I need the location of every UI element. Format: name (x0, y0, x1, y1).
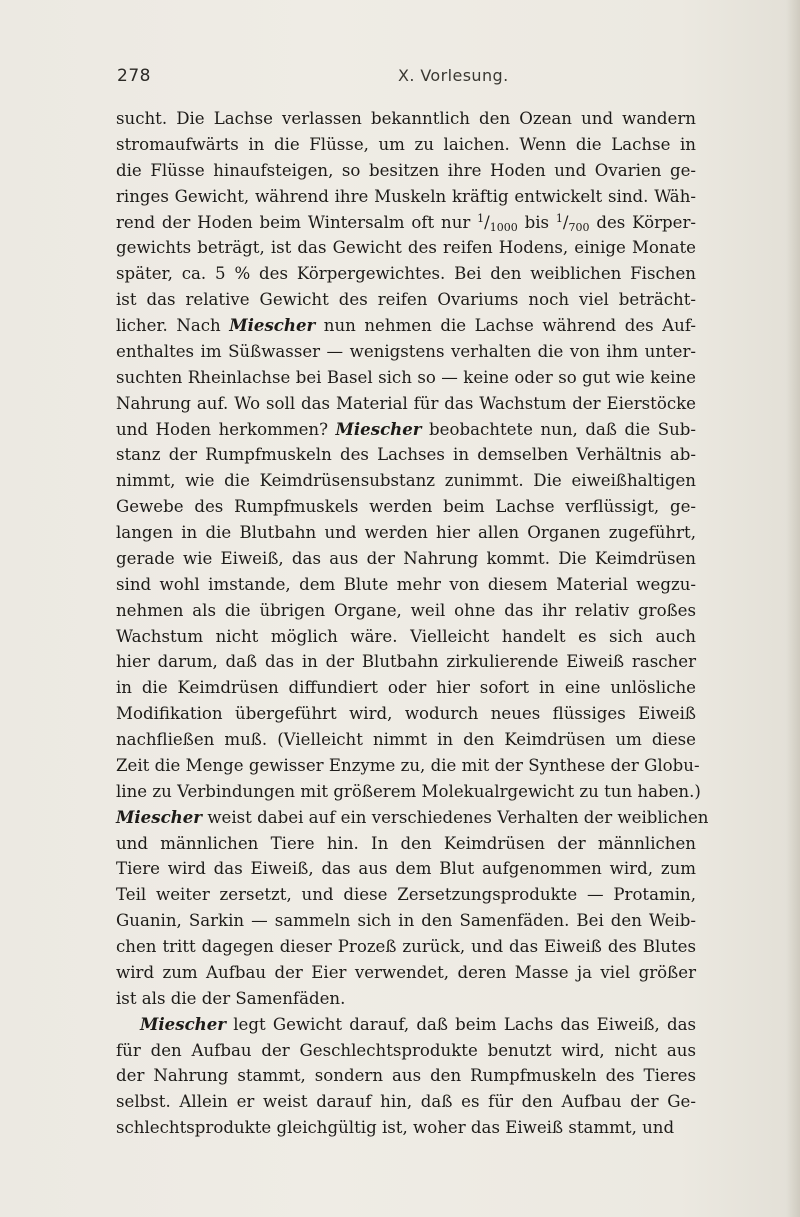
text-run: stromaufwärts in die Flüsse, um zu laichen. Wenn die Lachse in (116, 134, 696, 154)
text-line (116, 132, 696, 158)
text-run: / (562, 212, 569, 232)
fraction-denominator: 700 (568, 220, 590, 234)
text-run: der Nahrung stammt, sondern aus den Rumpfmuskeln des Tieres (116, 1066, 696, 1086)
text-line (116, 520, 696, 546)
text-run: Zeit die Menge gewisser Enzyme zu, die mit der Synthese der Globu- (116, 755, 700, 775)
text-run: gerade wie Eiweiß, das aus der Nahrung kommt. Die Keimdrüsen (116, 548, 696, 568)
text-line (116, 546, 696, 572)
text-line (116, 106, 696, 132)
text-line (116, 365, 696, 391)
text-run: für den Aufbau der Geschlechtsprodukte benutzt wird, nicht aus (116, 1040, 696, 1060)
text-run: Modifikation übergeführt wird, wodurch neues flüssiges Eiweiß (116, 704, 696, 724)
text-line (116, 210, 696, 236)
text-run: nimmt, wie die Keimdrüsensubstanz zunimmt. Die eiweißhaltigen (116, 471, 696, 491)
text-run: line zu Verbindungen mit größerem Molekualrgewicht zu tun haben.) (116, 781, 701, 801)
text-line (116, 779, 701, 805)
fraction-denominator: 1000 (489, 220, 518, 234)
text-line (116, 313, 696, 339)
text-run: bis (517, 212, 556, 232)
text-run: nun nehmen die Lachse während des Auf- (315, 316, 696, 335)
text-line (116, 831, 696, 857)
fraction-numerator: 1 (477, 211, 485, 225)
text-run: wird zum Aufbau der Eier verwendet, deren Masse ja viel größer (116, 962, 696, 982)
text-run: beobachtete nun, daß die Sub- (421, 419, 696, 439)
text-line (116, 261, 696, 287)
text-line (116, 960, 696, 986)
text-line (116, 934, 696, 960)
text-run: Guanin, Sarkin — sammeln sich in den Samenfäden. Bei den Weib- (116, 911, 696, 931)
text-line (116, 184, 696, 210)
page-header (0, 66, 800, 90)
fraction-numerator: 1 (555, 211, 563, 225)
text-line (116, 158, 696, 184)
author-name: Miescher (335, 418, 422, 439)
text-run: chen tritt dagegen dieser Prozeß zurück, und das Eiweiß des Blutes (116, 937, 696, 956)
text-line (116, 727, 696, 753)
text-run: Gewebe des Rumpfmuskels werden beim Lachse verflüssigt, ge- (116, 497, 696, 517)
text-line (116, 701, 696, 727)
text-run: sucht. Die Lachse verlassen bekanntlich den Ozean und wandern (116, 109, 696, 128)
text-run: ist als die der Samenfäden. (116, 988, 346, 1008)
text-run: und männlichen Tiere hin. In den Keimdrüsen der männlichen (116, 833, 696, 853)
text-line (116, 856, 696, 882)
text-run: hier darum, daß das in der Blutbahn zirkulierende Eiweiß rascher (116, 652, 696, 672)
text-run: stanz der Rumpfmuskeln des Lachses in demselben Verhältnis ab- (116, 445, 696, 465)
text-line (116, 287, 696, 313)
text-line (116, 649, 696, 675)
text-line (116, 339, 696, 365)
text-line (116, 598, 696, 624)
text-run: die Flüsse hinaufsteigen, so besitzen ihre Hoden und Ovarien ge- (116, 160, 696, 180)
text-run: langen in die Blutbahn und werden hier allen Organen zugeführt, (116, 523, 696, 542)
text-line (116, 494, 696, 520)
author-name: Miescher (116, 806, 203, 827)
text-line (116, 624, 696, 650)
page-number: 278 (117, 66, 151, 86)
text-line (116, 391, 696, 417)
author-name: Miescher (229, 315, 316, 335)
text-run: Tiere wird das Eiweiß, das aus dem Blut aufgenommen wird, zum (116, 859, 696, 879)
text-run: enthaltes im Süßwasser — wenigstens verhalten die von ihm unter- (116, 341, 696, 361)
text-run: ist das relative Gewicht des reifen Ovariums noch viel beträcht- (116, 290, 696, 310)
text-line (116, 1038, 696, 1064)
text-line (116, 805, 709, 831)
text-run: sind wohl imstande, dem Blute mehr von diesem Material wegzu- (116, 574, 696, 594)
text-line (116, 468, 696, 494)
text-line (116, 986, 696, 1012)
text-run: nachfließen muß. (Vielleicht nimmt in den Keimdrüsen um diese (116, 730, 696, 749)
text-line (116, 1012, 696, 1038)
running-head: X. Vorlesung. (398, 66, 509, 85)
text-run: Nahrung auf. Wo soll das Material für das Wachstum der Eierstöcke (116, 393, 696, 413)
text-run: des Körper- (589, 212, 697, 232)
text-line (116, 1115, 696, 1141)
text-line (116, 753, 700, 779)
text-run: weist dabei auf ein verschiedenes Verhalten der weiblichen (202, 807, 709, 827)
text-line (116, 442, 696, 468)
body-text (116, 106, 709, 1141)
text-run: und Hoden herkommen? (116, 419, 336, 439)
text-line (116, 908, 696, 934)
text-run: ringes Gewicht, während ihre Muskeln kräftig entwickelt sind. Wäh- (116, 186, 696, 206)
text-run: / (484, 212, 490, 232)
text-line (116, 1063, 696, 1089)
text-run: legt Gewicht darauf, daß beim Lachs das Eiweiß, das (226, 1014, 696, 1034)
text-line (116, 417, 696, 443)
text-line (116, 235, 696, 261)
text-run: suchten Rheinlachse bei Basel sich so — keine oder so gut wie keine (116, 367, 696, 387)
text-line (116, 675, 696, 701)
text-line (116, 572, 696, 598)
author-name: Miescher (140, 1013, 227, 1034)
text-run: in die Keimdrüsen diffundiert oder hier sofort in eine unlösliche (116, 678, 696, 698)
text-run: selbst. Allein er weist darauf hin, daß es für den Aufbau der Ge- (116, 1092, 696, 1112)
text-run: schlechtsprodukte gleichgültig ist, woher das Eiweiß stammt, und (116, 1118, 675, 1138)
text-run: gewichts beträgt, ist das Gewicht des reifen Hodens, einige Monate (116, 238, 696, 258)
text-run: Teil weiter zersetzt, und diese Zersetzungsprodukte — Protamin, (116, 885, 696, 905)
text-run: rend der Hoden beim Wintersalm oft nur (116, 212, 478, 232)
text-run: Wachstum nicht möglich wäre. Vielleicht handelt es sich auch (116, 626, 696, 646)
text-line (116, 1089, 696, 1115)
text-run: später, ca. 5 % des Körpergewichtes. Bei den weiblichen Fischen (116, 264, 696, 284)
text-run: nehmen als die übrigen Organe, weil ohne das ihr relativ großes (116, 600, 696, 620)
page-edge-shadow (786, 0, 800, 1217)
text-run: licher. Nach (116, 316, 230, 335)
text-line (116, 882, 696, 908)
